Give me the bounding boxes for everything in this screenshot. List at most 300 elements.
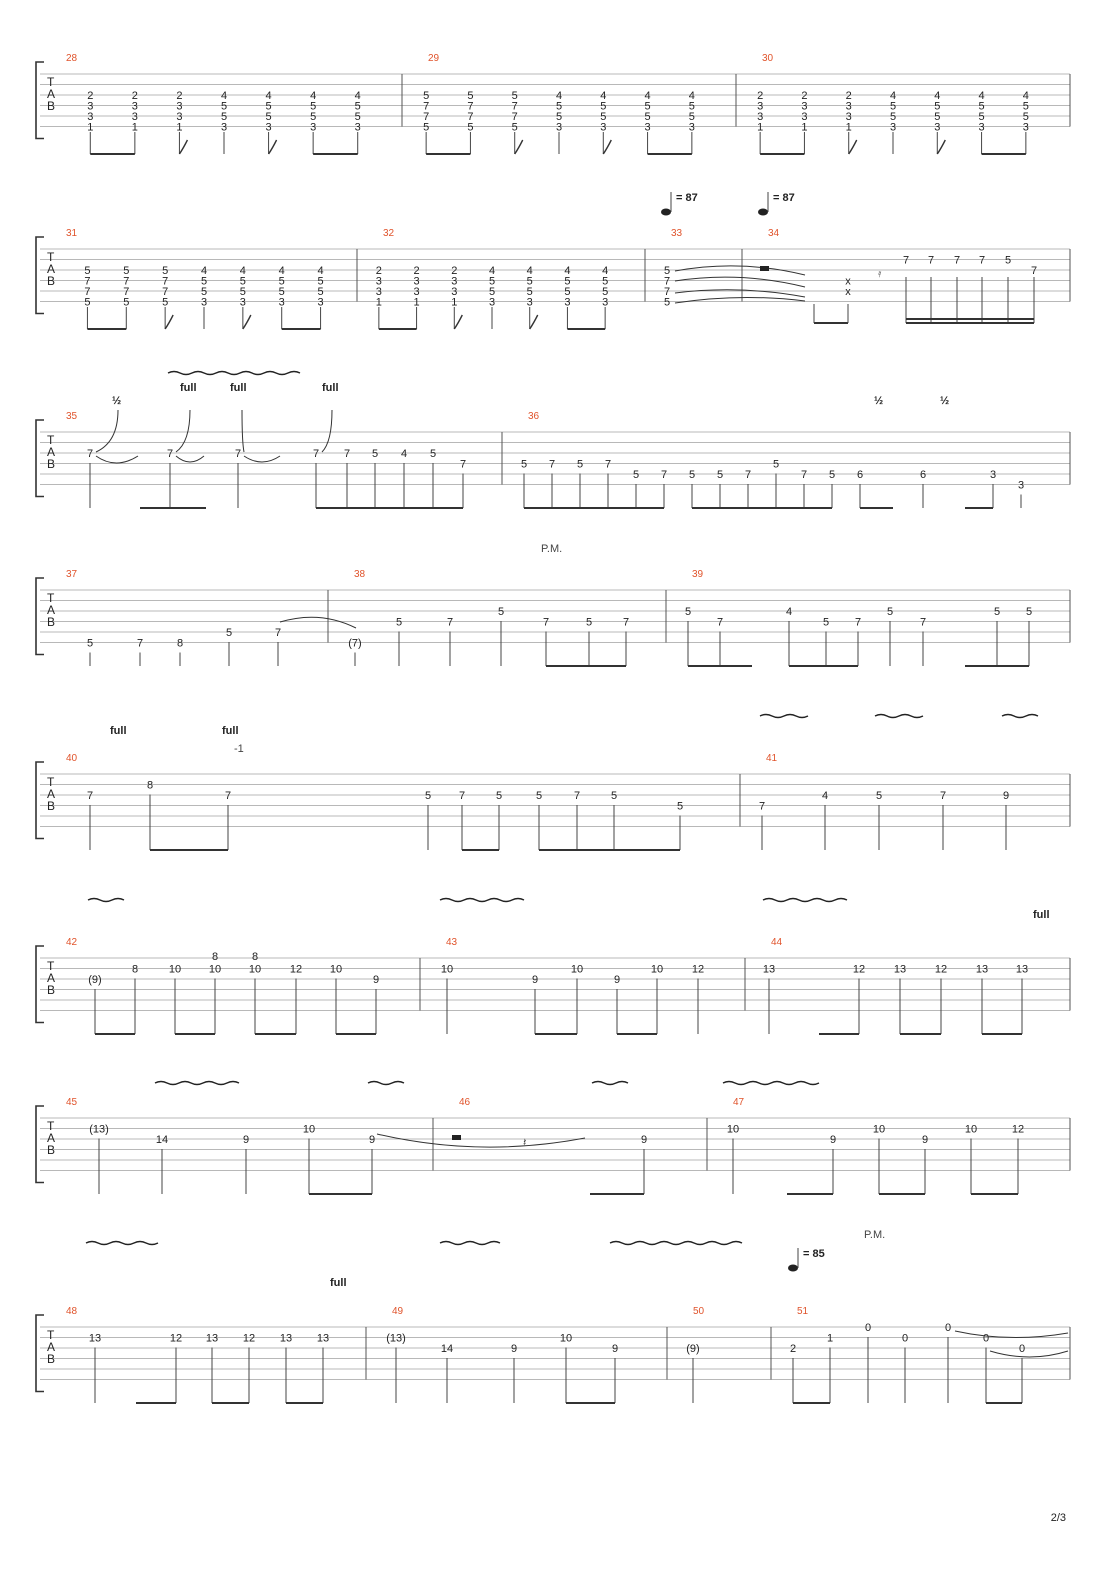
fret-number: 5 [86,637,94,650]
chord-fret: 5 [239,286,246,298]
chord-fret: 4 [602,265,609,277]
chord-fret: 4 [317,265,324,277]
fret-number: (9) [88,974,102,986]
fret-number: 5 [520,458,528,471]
chord-fret: 5 [423,121,430,134]
chord-fret: 2 [131,90,138,102]
chord-fret: 5 [555,100,563,113]
vibrato-line [168,372,300,375]
chord-fret: 3 [451,286,458,298]
fret-number: 12 [242,1332,256,1345]
vibrato-line [86,1242,158,1245]
bend-label: full [180,382,197,394]
chord-fret: 3 [413,286,420,298]
measure-number: 37 [66,569,78,580]
fret-number: 5 [688,469,696,481]
fret-number: 7 [459,458,467,471]
fret-number: 9 [1002,790,1010,802]
chord-fret: 5 [239,275,246,288]
fret-number: 13 [205,1332,219,1345]
chord-fret: 5 [310,111,317,123]
chord-fret: 5 [889,111,897,123]
bend-label: ½ [940,395,950,407]
chord-fret: 3 [87,100,94,113]
page-number: 2/3 [1050,1512,1066,1524]
rest-symbol: 𝄽 [523,1137,527,1149]
chord-fret: 1 [451,296,458,309]
chord-fret: 5 [123,265,130,277]
chord-fret: 3 [488,296,496,309]
fret-number: 7 [1030,265,1038,277]
fret-number: 5 [684,606,692,618]
fret-number: 5 [993,606,1001,618]
system-bracket [36,1315,44,1392]
fret-number: 7 [744,469,752,481]
fret-number: 7 [854,616,862,629]
fret-number: 10 [559,1332,573,1345]
chord-fret: 5 [467,90,474,102]
chord-fret: 2 [845,90,852,102]
measure-number: 34 [768,228,780,239]
fret-number: 5 [1025,606,1033,618]
chord-fret: 5 [317,275,324,288]
system-bracket [36,946,44,1023]
chord-fret: 5 [688,111,695,123]
fret-number: 12 [169,1332,183,1345]
fret-number: 5 [875,790,883,802]
chord-fret: 1 [413,296,420,309]
fret-number: 9 [613,974,621,986]
fret-number: 7 [604,458,612,471]
tempo-note-icon [758,209,768,216]
chord-fret: 4 [488,265,496,277]
chord-fret: 4 [200,265,208,277]
fret-number: 7 [312,448,320,460]
fret-number: 10 [726,1123,740,1136]
chord-fret: 3 [934,121,941,134]
bend-label: full [322,382,339,394]
tab-clef-letter: B [47,1143,56,1157]
chord-fret: 3 [978,121,985,134]
measure-number: 43 [446,937,458,948]
chord-fret: 5 [84,265,91,277]
tab-clef-letter: B [47,274,56,288]
chord-fret: 3 [317,296,324,309]
half-rest [452,1135,461,1140]
chord-fret: 4 [688,90,695,102]
chord-fret: 4 [220,90,228,102]
chord-fret: 5 [162,265,169,277]
measure-number: 50 [693,1306,705,1317]
tab-clef-letter: T [47,959,55,973]
chord-fret: 5 [564,275,571,288]
fret-number: 7 [86,790,94,802]
chord-fret: 3 [600,121,607,134]
fret-number: 5 [772,458,780,471]
chord-fret: 5 [200,275,208,288]
tie-arc [377,1134,585,1147]
tab-clef-letter: T [47,1328,55,1342]
tie-arc [990,1351,1068,1357]
fret-number: 5 [576,458,584,471]
chord-fret: 7 [423,100,430,113]
chord-fret: 3 [602,296,609,309]
chord-fret: 5 [467,121,474,134]
fret-number: 7 [548,458,556,471]
fret-number: (13) [89,1123,109,1136]
chord-fret: 7 [123,286,130,298]
system-bracket [36,420,44,497]
fret-number: 5 [495,790,503,802]
fret-number: 10 [964,1123,978,1136]
chord-fret: 3 [845,100,852,113]
fret-number: 10 [440,963,454,976]
chord-fret: 5 [602,275,609,288]
fret-number: 7 [274,627,282,639]
vibrato-line [592,1082,628,1085]
chord-fret: 5 [200,286,208,298]
fret-number: 4 [821,790,829,802]
vibrato-line [368,1082,404,1085]
tab-clef-letter: T [47,775,55,789]
measure-number: 33 [671,228,683,239]
note-flag [937,140,945,154]
fret-number: 7 [800,469,808,481]
measure-number: 36 [528,411,540,422]
chord-fret: 4 [239,265,246,277]
chord-fret: 1 [87,121,94,134]
tab-clef-letter: A [47,1131,56,1145]
chord-fret: 3 [131,100,138,113]
vibrato-line [1002,715,1038,718]
fret-number: 9 [510,1343,518,1355]
fret-number: 7 [166,448,174,460]
vibrato-line [155,1082,239,1085]
measure-number: 42 [66,937,78,948]
vibrato-line [760,715,808,718]
fret-number: 6 [919,469,927,481]
measure-number: 39 [692,569,704,580]
chord-fret: 4 [934,90,941,102]
fret-number: 10 [248,963,262,976]
chord-fret: 4 [526,265,533,277]
chord-fret: 5 [663,296,671,309]
fret-number: 9 [531,974,539,986]
fret-number: 12 [852,963,866,976]
fret-number: 7 [343,448,351,460]
chord-fret: 5 [688,100,695,113]
chord-fret: 3 [451,275,458,288]
fret-number: 5 [585,616,593,629]
chord-fret: 3 [845,111,852,123]
chord-fret: 7 [123,275,130,288]
tab-clef-letter: T [47,250,55,264]
chord-fret: 7 [162,275,169,288]
tab-clef-letter: A [47,971,56,985]
chord-fret: 3 [375,275,382,288]
chord-fret: 5 [644,111,651,123]
tab-clef-letter: B [47,983,56,997]
chord-fret: 4 [1022,90,1029,102]
fret-number: 5 [676,800,684,813]
tab-clef-letter: B [47,1352,56,1366]
measure-number: 41 [766,753,778,764]
fret-number: 7 [919,616,927,629]
fret-number: 8 [251,951,259,963]
chord-fret: 3 [220,121,228,134]
fret-number: 7 [136,637,144,650]
fret-number: 13 [279,1332,293,1345]
note-flag [530,315,538,329]
chord-fret: 4 [644,90,651,102]
chord-fret: 1 [375,296,382,309]
fret-number: 7 [978,254,986,267]
fret-number: 13 [1015,963,1029,976]
chord-fret: 5 [555,111,563,123]
bend-label: full [222,725,239,737]
fret-number: 9 [921,1134,929,1146]
chord-fret: 5 [162,296,169,309]
fret-number: 5 [822,616,830,629]
measure-number: 44 [771,937,783,948]
half-rest [760,266,769,271]
vibrato-line [440,899,524,902]
tempo-note-icon [661,209,671,216]
measure-number: 48 [66,1306,78,1317]
tempo-marking: = 85 [803,1248,825,1260]
note-flag [243,315,251,329]
chord-fret: 2 [451,265,458,277]
chord-fret: 3 [200,296,208,309]
chord-fret: 4 [555,90,563,102]
chord-fret: 3 [757,100,764,113]
tab-clef-letter: T [47,1119,55,1133]
bend-label: -1 [234,743,244,755]
fret-number: (9) [686,1343,700,1355]
chord-fret: 3 [757,111,764,123]
chord-fret: 3 [239,296,246,309]
tie-arc [675,277,805,287]
chord-fret: 5 [1022,100,1029,113]
tab-clef-letter: B [47,99,56,113]
fret-number: 5 [1004,254,1012,267]
chord-fret: 5 [889,100,897,113]
tab-clef-letter: A [47,445,56,459]
fret-number: 13 [975,963,989,976]
fret-number: 7 [573,790,581,802]
chord-fret: 7 [84,275,91,288]
fret-number: 8 [131,963,139,976]
fret-number: 5 [497,606,505,618]
fret-number: 7 [446,616,454,629]
bend-label: full [230,382,247,394]
system-bracket [36,62,44,139]
tab-clef-letter: A [47,262,56,276]
fret-number: 5 [828,469,836,481]
fret-number: (13) [386,1332,406,1345]
fret-number: 10 [208,963,222,976]
chord-fret: 4 [564,265,571,277]
fret-number: 0 [864,1322,872,1334]
chord-fret: 4 [978,90,985,102]
measure-number: 30 [762,53,774,64]
fret-number: 8 [176,637,184,650]
bend-label: ½ [112,395,122,407]
chord-fret: 5 [354,111,361,123]
chord-fret: 5 [978,111,985,123]
chord-fret: 5 [564,286,571,298]
measure-number: 31 [66,228,78,239]
chord-fret: 5 [644,100,651,113]
measure-number: 32 [383,228,395,239]
fret-number: 5 [535,790,543,802]
fret-number: 7 [953,254,961,267]
chord-fret: 5 [600,111,607,123]
tab-clef-letter: T [47,75,55,89]
fret-number: 5 [886,606,894,618]
fret-number: 5 [610,790,618,802]
fret-number: 5 [225,627,233,639]
tempo-marking: = 87 [676,192,698,204]
system-bracket [36,237,44,314]
tempo-marking: = 87 [773,192,795,204]
bend-label: full [110,725,127,737]
chord-fret: 4 [354,90,361,102]
chord-fret: 3 [176,111,183,123]
chord-fret: 4 [265,90,272,102]
tempo-note-icon [788,1265,798,1272]
measure-number: 45 [66,1097,78,1108]
fret-number: 7 [758,800,766,813]
chord-fret: 5 [600,100,607,113]
fret-number: 13 [893,963,907,976]
chord-fret: 5 [278,286,285,298]
chord-fret: 3 [413,275,420,288]
bend-label: full [1033,909,1050,921]
chord-fret: 5 [663,265,671,277]
chord-fret: 7 [663,275,671,288]
chord-fret: 4 [889,90,897,102]
fret-number: 7 [927,254,935,267]
fret-number: 13 [762,963,776,976]
chord-fret: 5 [978,100,985,113]
measure-number: 49 [392,1306,404,1317]
vibrato-line [88,899,124,902]
fret-number: 12 [289,963,303,976]
tie-arc [955,1331,1068,1338]
bend-arrow [96,410,118,452]
fret-number: 9 [372,974,380,986]
bend-arrow [322,410,332,452]
fret-number: 4 [785,606,793,618]
fret-number: 12 [691,963,705,976]
chord-fret: 4 [310,90,317,102]
fret-number: 7 [542,616,550,629]
fret-number: 2 [789,1343,797,1355]
measure-number: 28 [66,53,78,64]
chord-fret: 5 [123,296,130,309]
chord-fret: 3 [1022,121,1029,134]
fret-number: 3 [989,469,997,481]
fret-number: 7 [902,254,910,267]
fret-number: 5 [429,448,437,460]
chord-fret: 2 [757,90,764,102]
chord-fret: 3 [555,121,563,134]
chord-fret: 5 [265,111,272,123]
measure-number: 29 [428,53,440,64]
vibrato-line [723,1082,819,1085]
chord-fret: 1 [845,121,852,134]
chord-fret: 5 [511,90,518,102]
fret-number: 14 [155,1134,169,1146]
fret-number: 5 [632,469,640,481]
chord-fret: 2 [87,90,94,102]
rest-symbol: 𝄿 [878,268,882,280]
chord-fret: 3 [131,111,138,123]
chord-fret: 2 [413,265,420,277]
fret-number: 13 [88,1332,102,1345]
chord-fret: 2 [801,90,808,102]
fret-number: 7 [939,790,947,802]
fret-number: 1 [826,1332,834,1345]
bend-arrow [176,410,190,452]
chord-fret: 5 [934,100,941,113]
chord-fret: 3 [688,121,695,134]
chord-fret: 3 [375,286,382,298]
note-flag [269,140,277,154]
bend-label: ½ [874,395,884,407]
chord-fret: 5 [317,286,324,298]
chord-fret: 3 [889,121,897,134]
note-flag [454,315,462,329]
tie-arc [675,297,805,303]
fret-number: 12 [934,963,948,976]
fret-number: 13 [316,1332,330,1345]
chord-fret: 3 [310,121,317,134]
tab-clef-letter: A [47,603,56,617]
fret-number: 3 [1017,479,1025,492]
measure-number: 46 [459,1097,471,1108]
measure-number: 51 [797,1306,809,1317]
tab-clef-letter: A [47,787,56,801]
chord-fret: 3 [176,100,183,113]
vibrato-line [440,1242,500,1245]
fret-number: 9 [640,1134,648,1146]
chord-fret: 3 [354,121,361,134]
bend-arrow [242,410,244,452]
chord-fret: 5 [220,111,228,123]
fret-number: 14 [440,1343,454,1355]
fret-number: 0 [901,1332,909,1345]
fret-number: 10 [872,1123,886,1136]
chord-fret: 7 [663,286,671,298]
fret-number: 9 [242,1134,250,1146]
chord-fret: 4 [278,265,285,277]
system-bracket [36,762,44,839]
chord-fret: 3 [526,296,533,309]
fret-number: 5 [716,469,724,481]
fret-number: 12 [1011,1123,1025,1136]
chord-fret: 5 [526,286,533,298]
bend-label: full [330,1277,347,1289]
tie-arc [96,456,138,463]
chord-fret: 1 [176,121,183,134]
chord-fret: 5 [602,286,609,298]
chord-fret: 3 [87,111,94,123]
chord-fret: 2 [375,265,382,277]
muted-note: x [845,286,851,298]
fret-number: 9 [611,1343,619,1355]
